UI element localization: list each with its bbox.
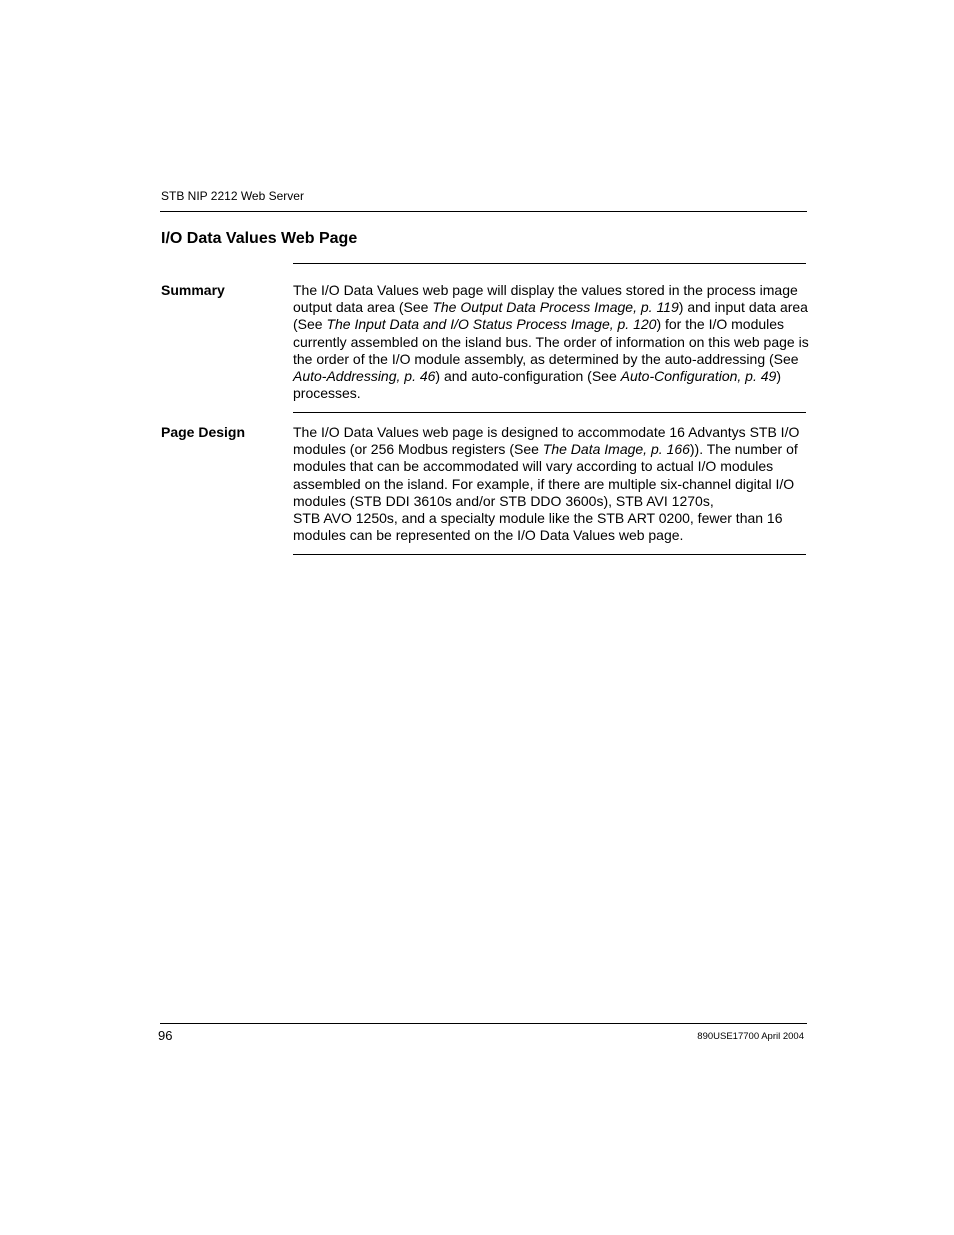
page-design-text: )). The number of: [689, 441, 798, 458]
page-design-label: Page Design: [161, 424, 246, 440]
summary-text: ) for the I/O modules: [656, 316, 785, 333]
page-design-line-5: modules (STB DDI 3610s and/or STB DDO 3600s), STB AVI 1270s,: [293, 492, 714, 509]
cross-reference-auto-configuration[interactable]: Auto-Configuration, p. 49: [620, 368, 777, 385]
summary-body: [293, 282, 809, 402]
cross-reference-output-data[interactable]: The Output Data Process Image, p. 119: [432, 299, 679, 316]
page-number: 96: [158, 1028, 173, 1043]
summary-line-6: [293, 368, 809, 385]
summary-label: Summary: [161, 282, 225, 298]
page-design-line-2: [293, 441, 809, 458]
cross-reference-auto-addressing[interactable]: Auto-Addressing, p. 46: [293, 368, 436, 385]
summary-line-1: The I/O Data Values web page will display the values stored in the process image: [293, 282, 798, 298]
summary-text: (See: [293, 316, 327, 333]
summary-text: output data area (See: [293, 299, 433, 316]
page-design-line-3: modules that can be accommodated will vary according to actual I/O modules: [293, 458, 774, 475]
summary-text: ) and input data area: [678, 299, 808, 316]
page-design-line-6: STB AVO 1250s, and a specialty module like the STB ART 0200, fewer than 16: [293, 510, 783, 527]
summary-line-5: the order of the I/O module assembly, as determined by the auto-addressing (See: [293, 350, 799, 367]
summary-line-3: [293, 316, 809, 333]
summary-rule: [293, 412, 806, 413]
section-rule: [293, 263, 806, 264]
header-rule: [160, 211, 807, 212]
summary-text: ): [776, 368, 781, 385]
page-design-line-1: The I/O Data Values web page is designed to accommodate 16 Advantys STB I/O: [293, 424, 800, 440]
cross-reference-input-data[interactable]: The Input Data and I/O Status Process Image, p. 120: [326, 316, 657, 333]
running-header: STB NIP 2212 Web Server: [161, 189, 304, 203]
cross-reference-data-image[interactable]: The Data Image, p. 166: [542, 441, 690, 458]
page-design-line-4: assembled on the island. For example, if there are multiple six-channel digital I/O: [293, 475, 795, 492]
page-design-rule: [293, 554, 806, 555]
section-title: I/O Data Values Web Page: [161, 230, 358, 247]
footer-rule: [160, 1023, 807, 1024]
page-design-text: modules (or 256 Modbus registers (See: [293, 441, 543, 458]
summary-line-4: currently assembled on the island bus. The order of information on this web page is: [293, 333, 809, 350]
page-design-line-7: modules can be represented on the I/O Data Values web page.: [293, 527, 684, 544]
page-design-body: [293, 424, 809, 544]
summary-line-2: [293, 299, 809, 316]
summary-text: ) and auto-configuration (See: [435, 368, 621, 385]
document-reference: 890USE17700 April 2004: [697, 1031, 804, 1042]
summary-line-7: processes.: [293, 385, 361, 402]
